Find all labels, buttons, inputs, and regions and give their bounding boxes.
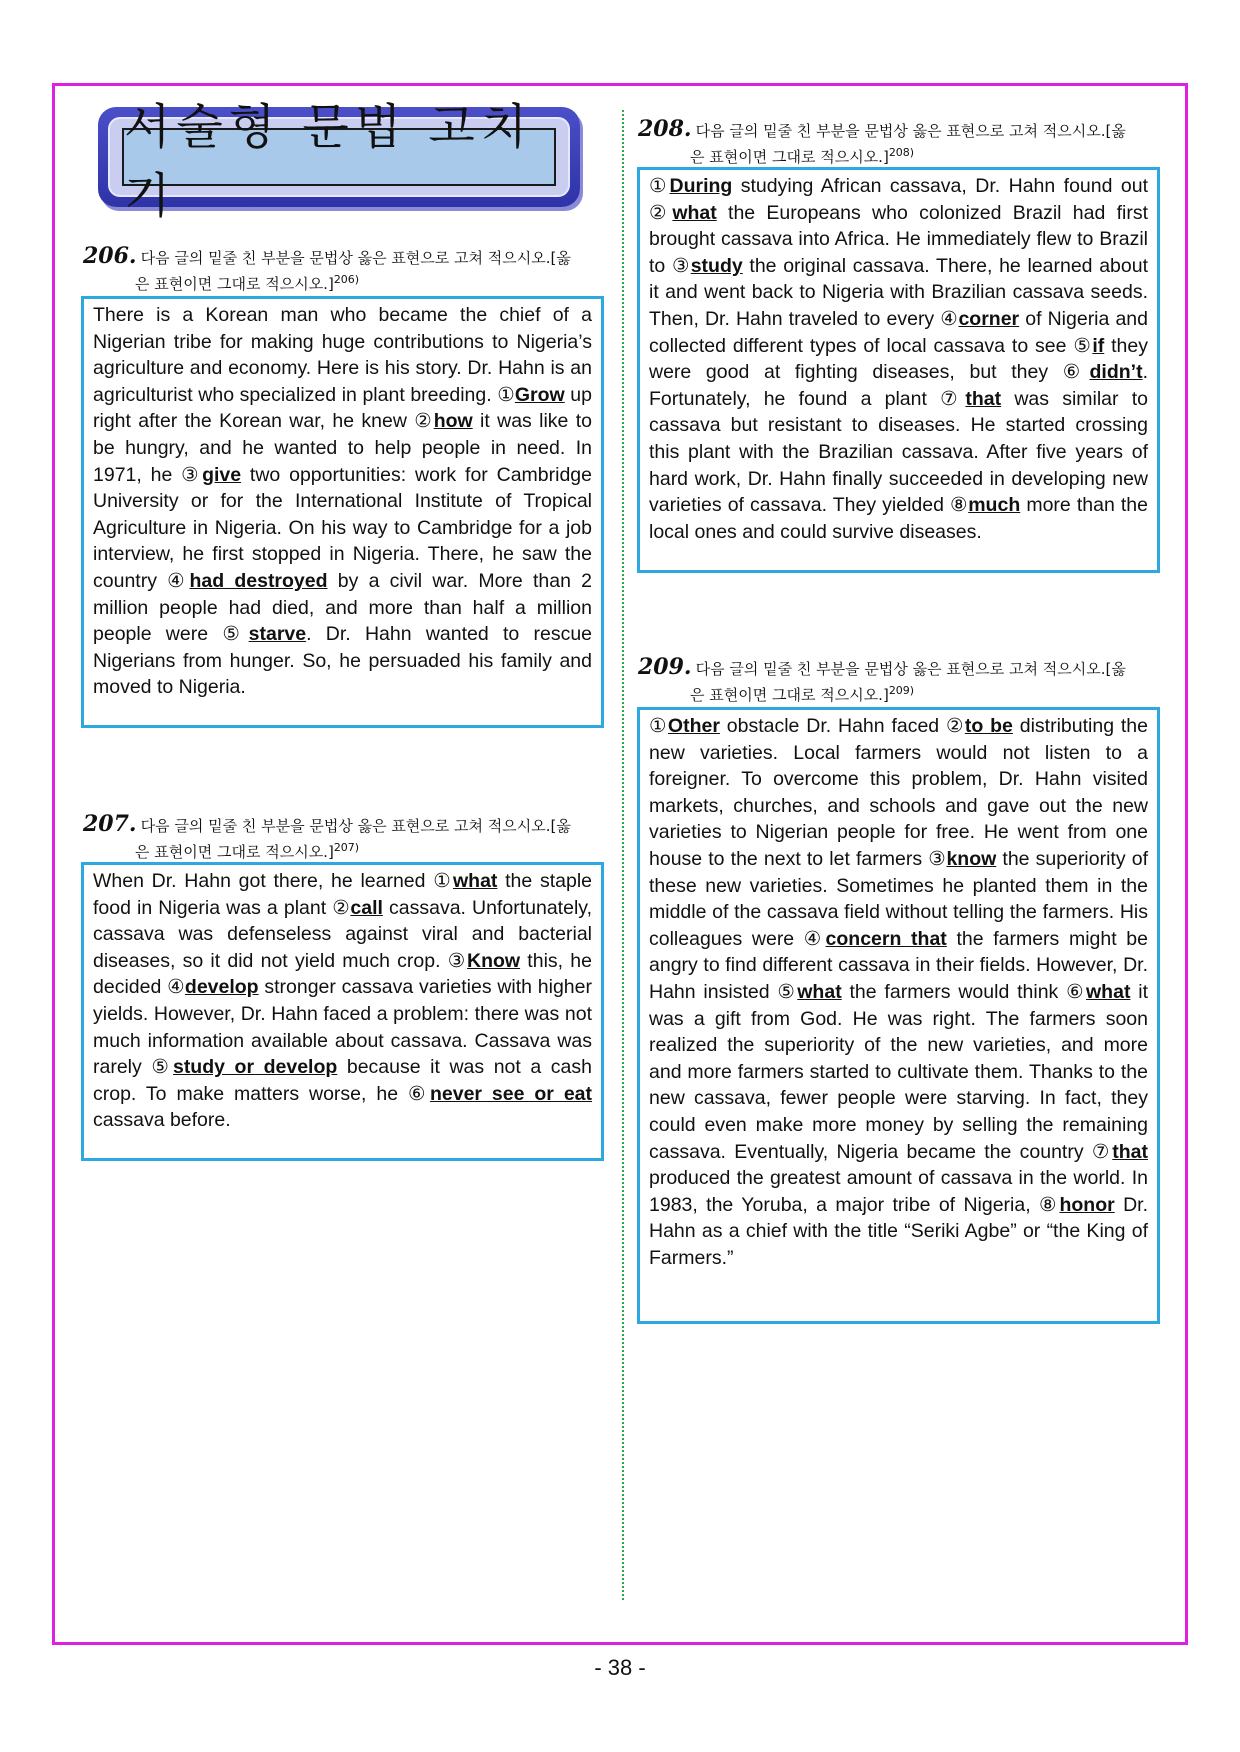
question-206-passage <box>81 296 604 728</box>
instruction-line2: 은 표현이면 그대로 적으시오.] <box>135 275 334 293</box>
underlined-item-6: what <box>1086 980 1131 1003</box>
underlined-item-6: never see or eat <box>429 1082 592 1105</box>
footnote-ref: 209) <box>888 684 915 697</box>
underlined-item-4: had destroyed <box>189 569 328 592</box>
underlined-item-2: call <box>350 896 383 919</box>
underlined-item-5: if <box>1092 334 1105 357</box>
question-209-passage <box>637 707 1160 1324</box>
underlined-item-2: how <box>433 410 473 433</box>
passage-text: When Dr. Hahn got there, he learned ①what the staple food in Nigeria was a plant ②call cassava. Unfortunately, cassava was defenseless against viral and bacterial diseases, so it did not yield much crop. ③Know this, he decided ④develop stronger cassava varieties with higher yields. However, Dr. Hahn faced a problem: there was not much information available about cassava. Cassava was rarely ⑤study or develop because it was not a cash crop. To make matters worse, he ⑥never see or eat cassava before. <box>93 870 592 1132</box>
underlined-item-8: honor <box>1059 1193 1115 1216</box>
underlined-item-4: corner <box>958 307 1020 330</box>
question-209-header <box>638 656 1178 706</box>
instruction-line2: 은 표현이면 그대로 적으시오.] <box>135 843 334 861</box>
question-208-header <box>638 118 1178 168</box>
instruction-line1: 다음 글의 밑줄 친 부분을 문법상 옳은 표현으로 고쳐 적으시오.[옳 <box>140 249 571 267</box>
underlined-item-3: Know <box>467 949 521 972</box>
page-title: 서술형 문법 고치기 <box>124 99 534 224</box>
question-number: 206. <box>83 243 137 269</box>
underlined-item-3: give <box>202 463 242 486</box>
footnote-ref: 207) <box>333 841 360 854</box>
underlined-item-3: know <box>946 847 997 870</box>
title-banner-inner <box>108 99 570 224</box>
passage-text: ①Other obstacle Dr. Hahn faced ②to be distributing the new varieties. Local farmers would not listen to a foreigner. To overcome this problem, Dr. Hahn visited markets, churches, and schools and gave out the new varieties to Nigerian people for free. He went from one house to the next to let farmers ③know the superiority of these new varieties. Sometimes he planted them in the middle of the cassava field without telling the farmers. His colleagues were ④concern that the farmers might be angry to find different cassava in their fields. However, Dr. Hahn insisted ⑤what the farmers would think ⑥what it was a gift from God. He was right. The farmers soon realized the superiority of the new varieties, and more and more farmers started to cultivate them. Thanks to the new cassava, fewer people were starving. In fact, they could even make more money by selling the remaining cassava. Eventually, Nigeria became the country ⑦that produced the greatest amount of cassava in the world. In 1983, the Yoruba, a major tribe of Nigeria, ⑧honor Dr. Hahn as a chief with the title “Seriki Agbe” or “the King of Farmers.” <box>649 715 1149 1269</box>
question-207-passage <box>81 862 604 1161</box>
question-208-passage <box>637 167 1160 573</box>
question-206-header <box>83 245 623 295</box>
instruction-line2: 은 표현이면 그대로 적으시오.] <box>690 686 889 704</box>
page-number: - 38 - <box>594 1655 646 1680</box>
underlined-item-4: develop <box>184 976 259 999</box>
instruction-line1: 다음 글의 밑줄 친 부분을 문법상 옳은 표현으로 고쳐 적으시오.[옳 <box>695 122 1126 140</box>
question-number: 209. <box>638 654 692 680</box>
underlined-item-8: much <box>968 494 1021 517</box>
question-207-header <box>83 813 623 863</box>
question-number: 207. <box>83 811 137 837</box>
underlined-item-3: study <box>690 254 743 277</box>
underlined-item-5: what <box>797 980 842 1003</box>
underlined-item-2: what <box>672 201 717 224</box>
underlined-item-5: starve <box>248 623 307 646</box>
underlined-item-1: During <box>669 175 733 197</box>
footnote-ref: 206) <box>333 273 360 286</box>
underlined-item-1: what <box>453 870 498 892</box>
underlined-item-6: didn’t <box>1089 361 1143 384</box>
underlined-item-1: Grow <box>514 383 565 406</box>
underlined-item-1: Other <box>667 715 720 737</box>
underlined-item-7: that <box>1112 1140 1148 1163</box>
footnote-ref: 208) <box>888 146 915 159</box>
passage-text: There is a Korean man who became the chief of a Nigerian tribe for making huge contributions to Nigeria’s agriculture and economy. Here is his story. Dr. Hahn is an agriculturist who specialized in plant breeding. ①Grow up right after the Korean war, he knew ②how it was like to be hungry, and he wanted to help people in need. In 1971, he ③give two opportunities: work for Cambridge University or for the International Institute of Tropical Agriculture in Nigeria. On his way to Cambridge for a job interview, he first stopped in Nigeria. There, he saw the country ④had destroyed by a civil war. More than 2 million people had died, and more than half a million people were ⑤starve. Dr. Hahn wanted to rescue Nigerians from hunger. So, he persuaded his family and moved to Nigeria. <box>93 304 593 699</box>
question-number: 208. <box>638 116 692 142</box>
instruction-line2: 은 표현이면 그대로 적으시오.] <box>690 148 889 166</box>
underlined-item-4: concern that <box>825 927 947 950</box>
title-box <box>122 99 556 224</box>
instruction-line1: 다음 글의 밑줄 친 부분을 문법상 옳은 표현으로 고쳐 적으시오.[옳 <box>140 817 571 835</box>
instruction-line1: 다음 글의 밑줄 친 부분을 문법상 옳은 표현으로 고쳐 적으시오.[옳 <box>695 660 1126 678</box>
underlined-item-5: study or develop <box>172 1056 338 1079</box>
underlined-item-7: that <box>965 387 1002 410</box>
passage-text: ①During studying African cassava, Dr. Hahn found out ②what the Europeans who colonized Brazil had first brought cassava into Africa. He immediately flew to Brazil to ③study the original cassava. There, he learned about it and went back to Nigeria with Brazilian cassava seeds. Then, Dr. Hahn traveled to every ④corner of Nigeria and collected different types of local cassava to see ⑤if they were good at fighting diseases, but they ⑥didn’t. Fortunately, he found a plant ⑦that was similar to cassava but resistant to diseases. He started crossing this plant with the Brazilian cassava. After five years of hard work, Dr. Hahn finally succeeded in developing new varieties of cassava. They yielded ⑧much more than the local ones and could survive diseases. <box>649 175 1148 543</box>
underlined-item-2: to be <box>964 715 1013 737</box>
title-banner <box>98 99 580 224</box>
